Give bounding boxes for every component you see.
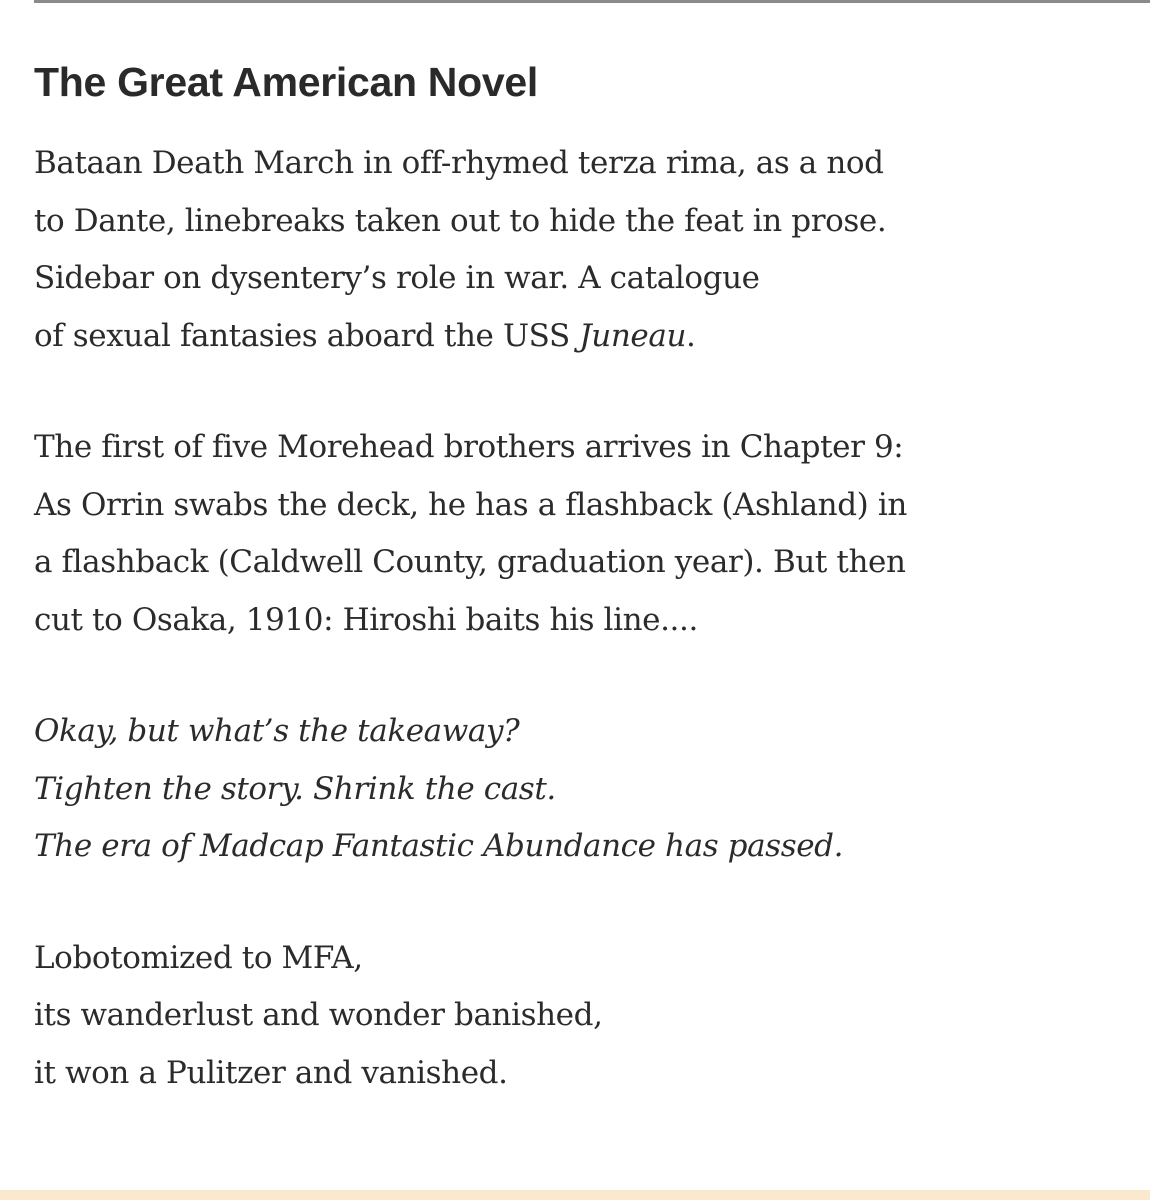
poem-line: Bataan Death March in off-rhymed terza rima, as a nod [34, 145, 884, 181]
poem-line: to Dante, linebreaks taken out to hide the feat in prose. [34, 202, 887, 239]
poem-line [34, 308, 1134, 366]
poem-line: it won a Pulitzer and vanished. [34, 1054, 508, 1091]
top-divider [34, 0, 1150, 3]
poem-line: Okay, but what’s the takeaway? [34, 713, 520, 749]
poem-line: a flashback (Caldwell County, graduation year). But then [34, 544, 906, 580]
bottom-band [0, 1190, 1150, 1200]
poem [34, 56, 1134, 1156]
poem-line-punctuation: . [686, 317, 696, 354]
poem-line: Sidebar on dysentery’s role in war. A catalogue [34, 260, 760, 296]
stanza-3 [34, 703, 1134, 876]
ship-name: Juneau [579, 317, 687, 354]
poem-line: Tighten the story. Shrink the cast. [34, 770, 556, 807]
stanza-1 [34, 135, 1134, 365]
poem-line: Lobotomized to MFA, [34, 939, 363, 976]
stanza-4 [34, 930, 1134, 1103]
poem-title: The Great American Novel [34, 59, 538, 105]
poem-line: As Orrin swabs the deck, he has a flashback (Ashland) in [34, 486, 907, 523]
poem-line-text: of sexual fantasies aboard the USS [34, 317, 580, 354]
poem-line: cut to Osaka, 1910: Hiroshi baits his line.... [34, 601, 698, 638]
poem-line: The first of five Morehead brothers arrives in Chapter 9: [34, 429, 904, 465]
stanza-2 [34, 419, 1134, 649]
poem-line: The era of Madcap Fantastic Abundance has passed. [34, 828, 844, 864]
poem-line: its wanderlust and wonder banished, [34, 997, 603, 1033]
